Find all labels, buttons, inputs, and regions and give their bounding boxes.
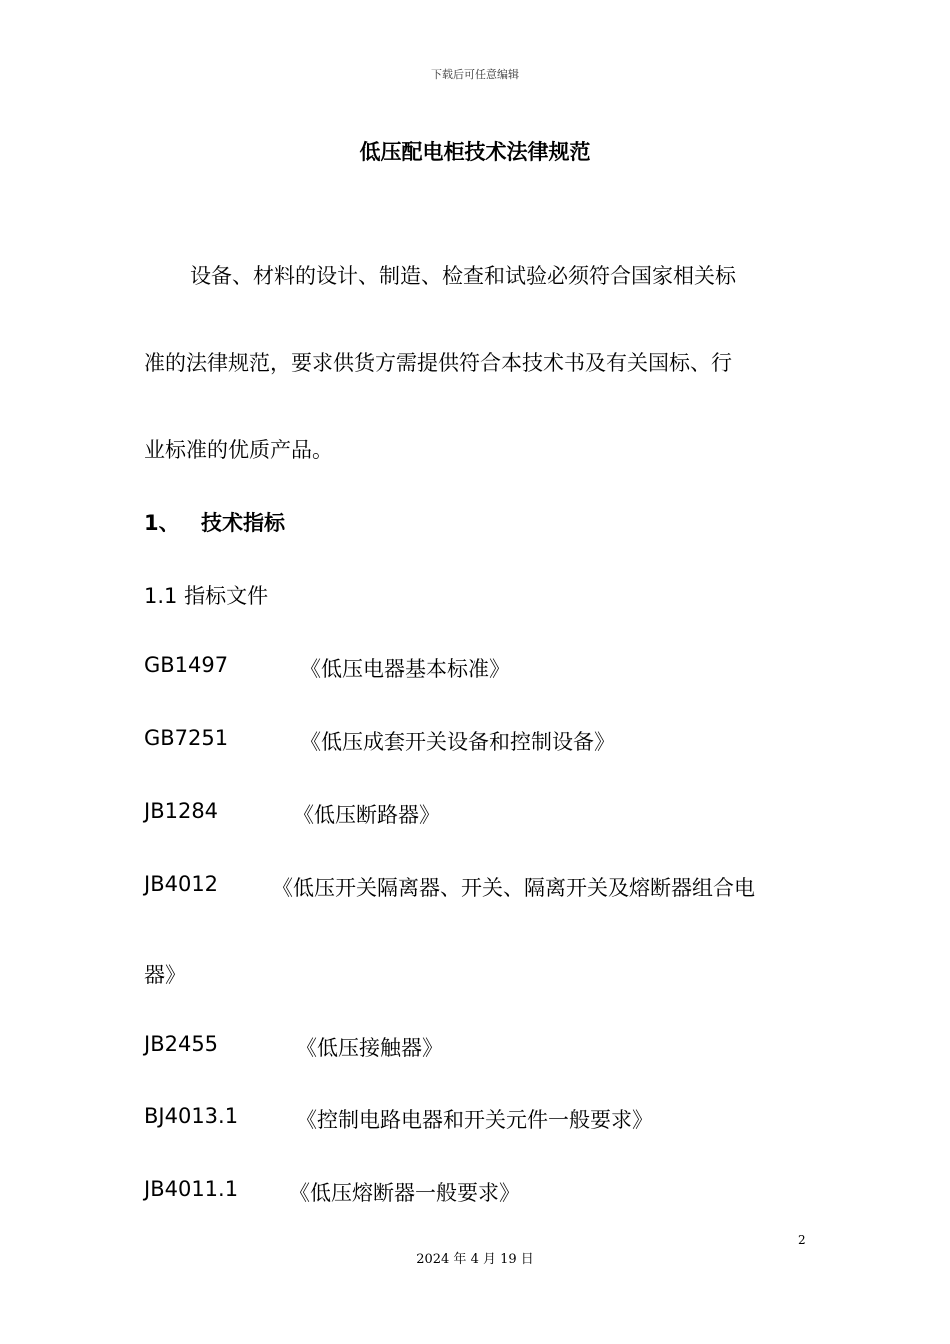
page-header: 下载后可任意编辑 [431, 68, 519, 81]
standard-name: 《低压熔断器一般要求》 [289, 1181, 520, 1205]
footer-date: 2024 年 4 月 19 日 [416, 1252, 534, 1267]
section-heading [144, 507, 285, 537]
page-number: 2 [798, 1233, 806, 1247]
subsection-heading: 1.1 指标文件 [144, 584, 269, 608]
section-title: 技术指标 [201, 511, 285, 535]
standard-code: BJ4013.1 [144, 1104, 239, 1128]
standard-name: 《控制电路电器和开关元件一般要求》 [296, 1108, 653, 1132]
standard-name: 《低压开关隔离器、开关、隔离开关及熔断器组合电 [272, 876, 755, 900]
standard-code: GB7251 [144, 726, 229, 750]
standard-code: GB1497 [144, 653, 229, 677]
intro-line-3: 业标准的优质产品。 [144, 438, 333, 462]
intro-line-1: 设备、材料的设计、制造、检查和试验必须符合国家相关标 [190, 264, 736, 288]
intro-line-2: 准的法律规范，要求供货方需提供符合本技术书及有关国标、行 [144, 351, 732, 375]
standard-name: 《低压成套开关设备和控制设备》 [300, 730, 615, 754]
standard-code: JB4012 [144, 872, 219, 896]
standard-name: 《低压断路器》 [293, 803, 440, 827]
document-title: 低压配电柜技术法律规范 [359, 140, 591, 164]
standard-name: 《低压电器基本标准》 [300, 657, 510, 681]
standard-code: JB4011.1 [144, 1177, 239, 1201]
standard-code: JB2455 [144, 1032, 219, 1056]
standard-name-continued: 器》 [144, 963, 186, 987]
section-number: 1、 [144, 511, 180, 535]
standard-name: 《低压接触器》 [296, 1036, 443, 1060]
standard-code: JB1284 [144, 799, 219, 823]
